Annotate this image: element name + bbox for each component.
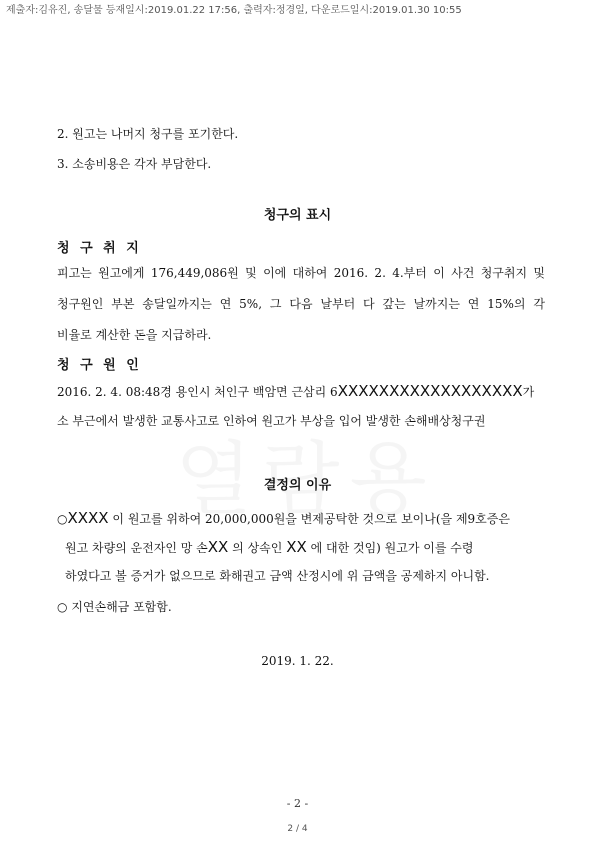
reason-bullet-2 <box>57 599 545 615</box>
claim-purpose-line-2: 청구원인 부본 송달일까지는 연 5%, 그 다음 날부터 다 갚는 날까지는 연 15%의 각 <box>57 297 545 311</box>
claim-cause-text-end: 가 <box>522 385 535 399</box>
reason-text: 원고 차량의 운전자인 망 손 <box>65 541 208 555</box>
reasons-section-title: 결정의 이유 <box>263 478 332 493</box>
document-header: 제출자:김유진, 송달물 등재일시:2019.01.22 17:56, 출력자:정경일, 다운로드일시:2019.01.30 10:55 <box>6 5 462 16</box>
claim-cause-line-2: 소 부근에서 발생한 교통사고로 인하여 원고가 부상을 입어 발생한 손해배상청구권 <box>57 414 486 428</box>
claim-purpose-line-1: 피고는 원고에게 176,449,086원 및 이에 대하여 2016. 2. 4.부터 이 사건 청구취지 및 <box>57 266 545 280</box>
reason-bullet-1-line-2 <box>65 539 545 556</box>
intro-item-2: 2. 원고는 나머지 청구를 포기한다. <box>57 127 239 141</box>
page-number: - 2 - <box>286 797 309 810</box>
circle-bullet-icon: ○ <box>57 600 68 614</box>
reason-text: 의 상속인 <box>232 541 283 555</box>
circle-bullet-icon: ○ <box>57 512 68 526</box>
redaction-mask: XX <box>207 538 229 556</box>
reason-text: 에 대한 것임) 원고가 이를 수령 <box>310 541 474 555</box>
claim-cause-heading: 청 구 원 인 <box>57 358 142 373</box>
redaction-mask: XXXX <box>67 509 109 527</box>
claim-purpose-heading: 청 구 취 지 <box>57 241 142 256</box>
reason-text: 이 원고를 위하여 20,000,000원을 변제공탁한 것으로 보이나(을 제9호증은 <box>112 512 510 526</box>
reason-bullet-1-line-1 <box>57 510 545 527</box>
reason-bullet-1-line-3: 하였다고 볼 증거가 없으므로 화해권고 금액 산정시에 위 금액을 공제하지 아니함. <box>65 569 490 583</box>
claim-purpose-line-3: 비율로 계산한 돈을 지급하라. <box>57 328 212 342</box>
intro-item-3: 3. 소송비용은 각자 부담한다. <box>57 157 212 171</box>
reason-text: 지연손해금 포함함. <box>71 600 172 614</box>
claim-cause-text: 2016. 2. 4. 08:48경 용인시 처인구 백암면 근삼리 6 <box>57 385 338 399</box>
document-date: 2019. 1. 22. <box>261 654 334 668</box>
redaction-mask: XXXXXXXXXXXXXXXXXX <box>337 382 523 400</box>
page-count: 2 / 4 <box>287 824 308 834</box>
claim-cause-line-1 <box>57 383 545 400</box>
claim-section-title: 청구의 표시 <box>263 208 332 223</box>
redaction-mask: XX <box>286 538 307 556</box>
